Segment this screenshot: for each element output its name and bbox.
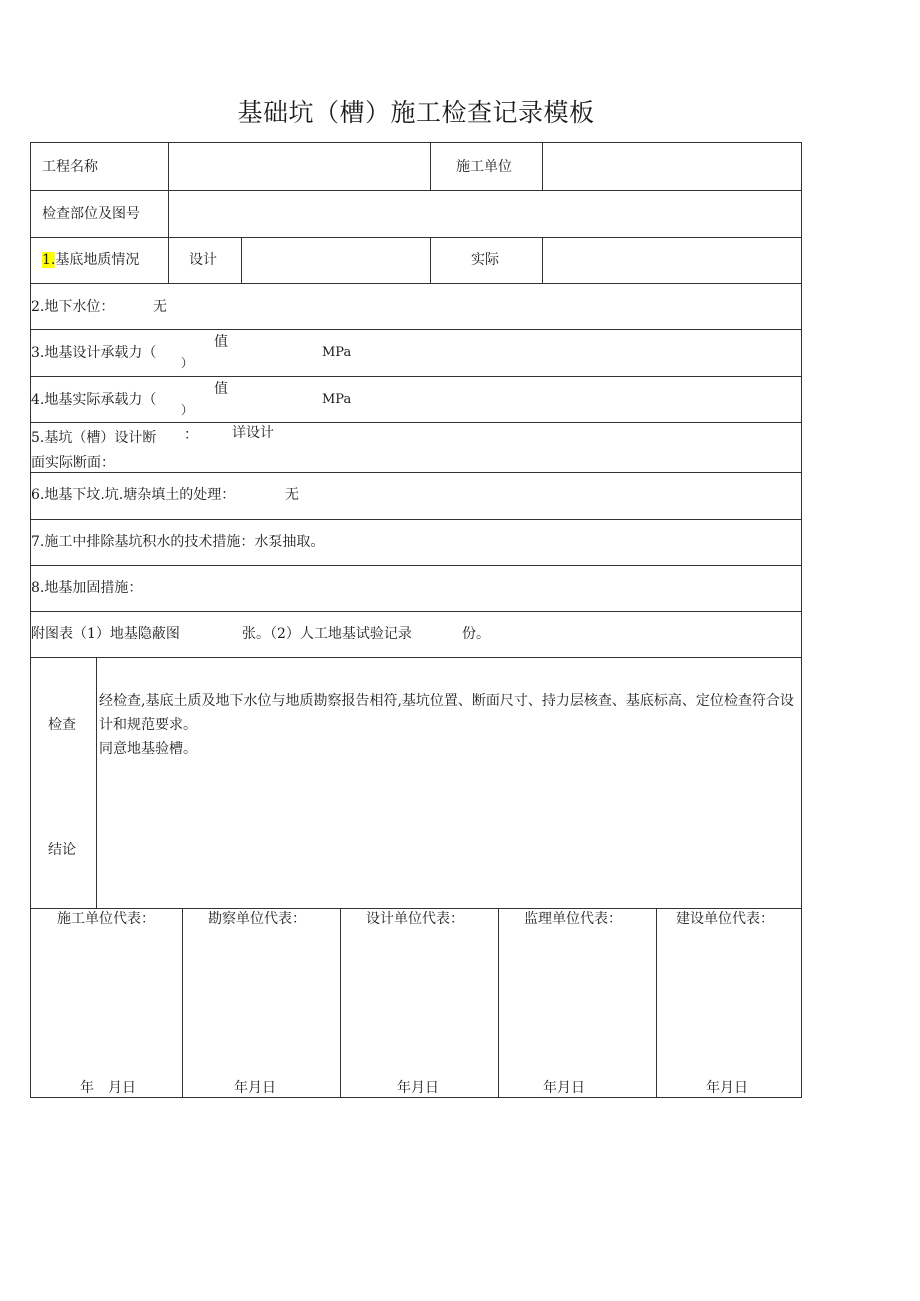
row-divider — [31, 565, 801, 566]
column-divider — [430, 143, 431, 190]
column-divider — [340, 908, 341, 1098]
conclusion-label-top: 检查 — [48, 717, 76, 733]
signature-label: 监理单位代表： — [524, 911, 622, 927]
groundwater-label: 2.地下水位： — [31, 299, 115, 315]
inspection-record-form — [30, 142, 802, 1098]
row-divider — [31, 329, 801, 330]
column-divider — [430, 237, 431, 283]
geology-item-number: 1. — [42, 252, 56, 268]
actual-capacity-unit: MPa — [322, 392, 352, 407]
column-divider — [168, 143, 169, 283]
row-divider — [31, 472, 801, 473]
geology-label — [42, 251, 139, 269]
attachments-part3: 份。 — [462, 626, 490, 642]
attachments-part2: 张。（2）人工地基试验记录 — [242, 626, 412, 642]
design-label: 设计 — [189, 252, 217, 268]
signature-date: 年月日 — [234, 1080, 276, 1096]
column-divider — [182, 908, 183, 1098]
inspection-location-field[interactable] — [171, 193, 799, 235]
row-divider — [31, 657, 801, 658]
section-label-a: 5.基坑（槽）设计断 — [31, 430, 157, 446]
section-colon: ： — [184, 427, 198, 443]
project-name-label: 工程名称 — [42, 159, 98, 175]
row-divider — [31, 611, 801, 612]
actual-label: 实际 — [471, 252, 499, 268]
row-divider — [31, 283, 801, 284]
actual-capacity-paren: ） — [181, 403, 194, 417]
row-divider — [31, 376, 801, 377]
signature-date: 年月日 — [397, 1080, 439, 1096]
inspection-location-label: 检查部位及图号 — [42, 206, 140, 222]
column-divider — [656, 908, 657, 1098]
column-divider — [96, 657, 97, 908]
groundwater-value: 无 — [153, 299, 167, 315]
signature-label: 建设单位代表： — [676, 911, 774, 927]
column-divider — [498, 908, 499, 1098]
row-divider — [31, 190, 801, 191]
project-name-field[interactable] — [171, 146, 427, 188]
section-design-ref: 详设计 — [232, 425, 274, 441]
signature-label: 勘察单位代表： — [208, 911, 306, 927]
design-capacity-paren: ） — [181, 356, 194, 370]
design-capacity-unit: MPa — [322, 345, 352, 360]
pit-treatment-label: 6.地基下坟.坑.塘杂填土的处理： — [31, 487, 236, 503]
pit-treatment-value: 无 — [285, 487, 299, 503]
conclusion-label-bottom: 结论 — [48, 842, 76, 858]
signature-label: 施工单位代表： — [57, 911, 155, 927]
attachments-part1: 附图表（1）地基隐蔽图 — [31, 626, 180, 642]
row-divider — [31, 519, 801, 520]
actual-capacity-value-label: 值 — [214, 381, 228, 397]
column-divider — [542, 143, 543, 190]
conclusion-text — [99, 689, 799, 761]
signature-label: 设计单位代表： — [366, 911, 464, 927]
row-divider — [31, 908, 801, 909]
signature-date: 年月日 — [543, 1080, 585, 1096]
conclusion-line-2: 同意地基验槽。 — [99, 741, 197, 757]
design-capacity-value-label: 值 — [214, 334, 228, 350]
design-field[interactable] — [244, 240, 427, 280]
page-title: 基础坑（槽）施工检查记录模板 — [237, 97, 595, 127]
actual-field[interactable] — [545, 240, 799, 280]
row-divider — [31, 422, 801, 423]
signature-date: 年 月日 — [80, 1080, 136, 1096]
drainage-label: 7.施工中排除基坑积水的技术措施：水泵抽取。 — [31, 534, 325, 550]
design-capacity-label: 3.地基设计承载力（ — [31, 345, 157, 361]
column-divider — [241, 237, 242, 283]
contractor-label: 施工单位 — [456, 159, 512, 175]
signature-date: 年月日 — [706, 1080, 748, 1096]
contractor-field[interactable] — [545, 146, 799, 188]
conclusion-line-1: 经检查,基底土质及地下水位与地质勘察报告相符,基坑位置、断面尺寸、持力层核查、基底标高、定位检查符合设计和规范要求。 — [99, 693, 794, 733]
column-divider — [542, 237, 543, 283]
section-label-c: 面实际断面： — [31, 455, 115, 471]
geology-label-text: 基底地质情况 — [55, 252, 140, 268]
row-divider — [31, 237, 801, 238]
actual-capacity-label: 4.地基实际承载力（ — [31, 392, 157, 408]
reinforcement-label: 8.地基加固措施： — [31, 580, 143, 596]
